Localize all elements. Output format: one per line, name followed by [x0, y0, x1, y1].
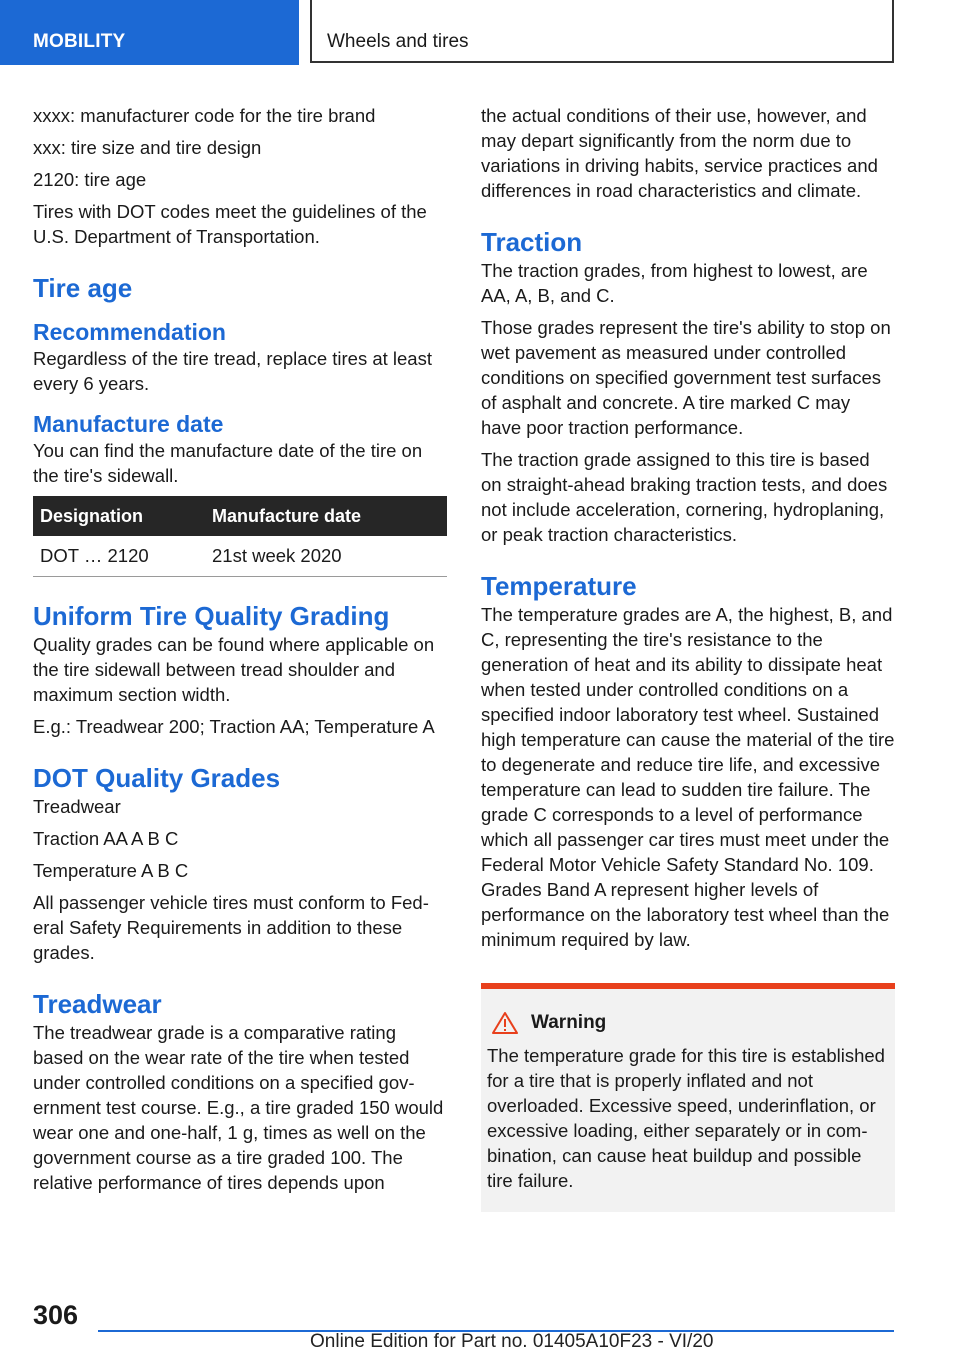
warning-title: Warning — [531, 1012, 607, 1033]
temperature-heading: Temperature — [481, 571, 637, 601]
traction-text: Those grades represent the tire's ability to stop on wet pavement as measured under controlled conditions on specified government test surfaces of asphalt and concrete. A tire marked C may have poor traction performance. — [481, 317, 891, 438]
dot-grades-heading: DOT Quality Grades — [33, 763, 281, 793]
warning-text: The temperature grade for this tire is established for a tire that is properly inflated and not overloaded. Excessive speed, underinflation, or excessive loading, either separately or in combination, can cause heat buildup and possible tire failure. — [487, 1045, 885, 1191]
section-title: MOBILITY — [33, 31, 126, 52]
footer-edition: Online Edition for Part no. 01405A10F23 - VI/20 — [310, 1331, 714, 1352]
temperature-text: The temperature grades are A, the highest, B, and C, representing the tire's resistance to the generation of heat and its ability to dissipate heat when tested under controlled conditions on a specified indoor laboratory test wheel. Sustained high temperature can cause the material of the tire to degenerate and reduce tire life, and excessive temperature can lead to sudden tire failure. The grade C corresponds to a level of performance which all passenger car tires must meet under the Federal Motor Vehicle Safety Standard No. 109. Grades Band A represent higher levels of performance on the laboratory test wheel than the minimum required by law. — [481, 604, 895, 950]
table-header-designation: Designation — [33, 496, 205, 536]
recommendation-heading: Recommendation — [33, 319, 226, 345]
manufacture-date-text: You can find the manufacture date of the tire on the tire's sidewall. — [33, 440, 423, 486]
warning-triangle-icon — [491, 1011, 519, 1035]
page-number: 306 — [33, 1300, 79, 1330]
traction-heading: Traction — [481, 227, 583, 257]
intro-line: 2120: tire age — [33, 169, 147, 190]
dot-grades-line: Temperature A B C — [33, 860, 189, 881]
table-row — [33, 536, 447, 577]
table-cell: 21st week 2020 — [205, 536, 447, 577]
manufacture-date-heading: Manufacture date — [33, 411, 224, 437]
dot-grades-line: Treadwear — [33, 796, 121, 817]
traction-text: The traction grade assigned to this tire is based on straight-ahead braking traction tests, and does not include acceleration, cornering, hydroplaning, or peak traction characteristics. — [481, 449, 888, 545]
intro-line: xxxx: manufacturer code for the tire brand — [33, 105, 376, 126]
tire-age-heading: Tire age — [33, 273, 133, 303]
utqg-text: Quality grades can be found where applicable on the tire sidewall between tread shoulder and maximum section width. — [33, 634, 435, 705]
recommendation-text: Regardless of the tire tread, replace tires at least every 6 years. — [33, 348, 432, 394]
left-column — [33, 103, 447, 1202]
traction-text: The traction grades, from highest to lowest, are AA, A, B, and C. — [481, 260, 868, 306]
manufacture-date-table — [33, 496, 447, 577]
chapter-title: Wheels and tires — [327, 31, 469, 52]
intro-line: Tires with DOT codes meet the guidelines of the U.S. Department of Transportation. — [33, 201, 427, 247]
utqg-heading: Uniform Tire Quality Grading — [33, 601, 390, 631]
table-cell: DOT … 2120 — [33, 536, 205, 577]
dot-grades-line: All passenger vehicle tires must conform to Federal Safety Requirements in addition to these grades. — [33, 892, 429, 963]
intro-line: xxx: tire size and tire design — [33, 137, 262, 158]
treadwear-heading: Treadwear — [33, 989, 162, 1019]
treadwear-text: The treadwear grade is a comparative rating based on the wear rate of the tire when tested under controlled conditions on a specified government test course. E.g., a tire graded 150 would wear one and one-half, 1 g, times as well on the government course as a tire graded 100. The relative performance of tires depends upon — [33, 1022, 444, 1193]
dot-grades-line: Traction AA A B C — [33, 828, 179, 849]
continuation-text: the actual conditions of their use, however, and may depart significantly from the norm due to variations in driving habits, service practices and differences in road characteristics and climate. — [481, 105, 878, 201]
right-column — [481, 103, 895, 959]
section-tab — [0, 0, 299, 65]
warning-header — [487, 1011, 887, 1035]
table-header-manufacture-date: Manufacture date — [205, 496, 447, 536]
chapter-tab — [310, 0, 894, 63]
warning-box — [481, 983, 895, 1212]
table-header-row — [33, 496, 447, 536]
utqg-example: E.g.: Treadwear 200; Traction AA; Temperature A — [33, 716, 435, 737]
